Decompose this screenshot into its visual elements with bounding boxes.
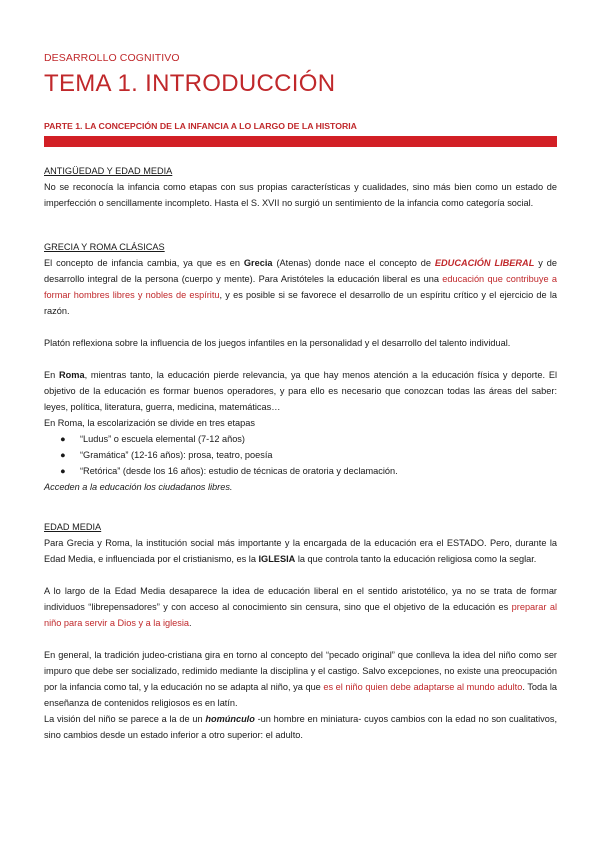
paragraph: En Roma, mientras tanto, la educación pierde relevancia, ya que hay menos atención a la educación física y deporte. El objetivo de la educación es formar buenos operadores, y para ello es necesario que conozcan todas las áreas del saber: leyes, política, literatura, guerra, medicina, matemáticas…: [44, 370, 557, 412]
paragraph: No se reconocía la infancia como etapas con sus propias características y cualidades, sino más bien como un estado de imperfección o sencillamente incompleto. Hasta el S. XVII no surgió un sentimiento de la infancia como categoría social.: [44, 182, 557, 208]
section-heading-antiguedad: ANTIGÜEDAD Y EDAD MEDIA: [44, 166, 173, 176]
section-edad-media: [44, 519, 557, 743]
paragraph: Platón reflexiona sobre la influencia de los juegos infantiles en la personalidad y el desarrollo del talento individual.: [44, 338, 511, 348]
paragraph: En general, la tradición judeo-cristiana gira en torno al concepto del “pecado original” que conlleva la idea del niño como ser impuro que debe ser socializado, redimido mediante la disciplina y el castigo. Salvo excepciones, no existe una preocupación por la infancia como tal, y la educación no se adapta al niño, ya que es el niño quien debe adaptarse al mundo adulto. Toda la enseñanza de contenidos religiosos es en latín.: [44, 650, 557, 708]
list-item: ● “Gramática” (12-16 años): prosa, teatro, poesía: [60, 450, 273, 460]
section-heading-grecia: GRECIA Y ROMA CLÁSICAS: [44, 242, 165, 252]
bullet-list: [44, 431, 557, 479]
subject-label: DESARROLLO COGNITIVO: [44, 52, 180, 64]
paragraph: En Roma, la escolarización se divide en tres etapas: [44, 418, 255, 428]
red-divider-bar: [44, 136, 557, 147]
paragraph: La visión del niño se parece a la de un homúnculo -un hombre en miniatura- cuyos cambios con la edad no son cualitativos, sino cambios desde un estado inferior a otro superior: el adulto.: [44, 714, 558, 740]
part-heading: PARTE 1. LA CONCEPCIÓN DE LA INFANCIA A LO LARGO DE LA HISTORIA: [44, 121, 357, 131]
page-title: TEMA 1. INTRODUCCIÓN: [44, 70, 336, 97]
paragraph: Acceden a la educación los ciudadanos libres.: [44, 482, 233, 492]
section-heading-edad-media: EDAD MEDIA: [44, 522, 102, 532]
paragraph: Para Grecia y Roma, la institución social más importante y la encargada de la educación era el ESTADO. Pero, durante la Edad Media, e influenciada por el cristianismo, es la IGLESIA la que controla tanto la educación religiosa como la seglar.: [44, 538, 557, 564]
section-antiguedad: [44, 163, 557, 211]
section-grecia-roma: [44, 239, 557, 495]
list-item: ● “Ludus” o escuela elemental (7-12 años): [60, 434, 245, 444]
list-item: ● “Retórica” (desde los 16 años): estudio de técnicas de oratoria y declamación.: [60, 466, 398, 476]
paragraph: El concepto de infancia cambia, ya que es en Grecia (Atenas) donde nace el concepto de EDUCACIÓN LIBERAL y de desarrollo integral de la persona (cuerpo y mente). Para Aristóteles la educación liberal es una educación que contribuye a formar hombres libres y nobles de espíritu, y es posible si se favorece el desarrollo de un espíritu crítico y el ejercicio de la razón.: [44, 258, 557, 316]
paragraph: A lo largo de la Edad Media desaparece la idea de educación liberal en el sentido aristotélico, ya no se trata de formar individuos “librepensadores” y con acceso al conocimiento sin censura, sino que el objetivo de la educación es preparar al niño para servir a Dios y a la iglesia.: [44, 586, 557, 628]
